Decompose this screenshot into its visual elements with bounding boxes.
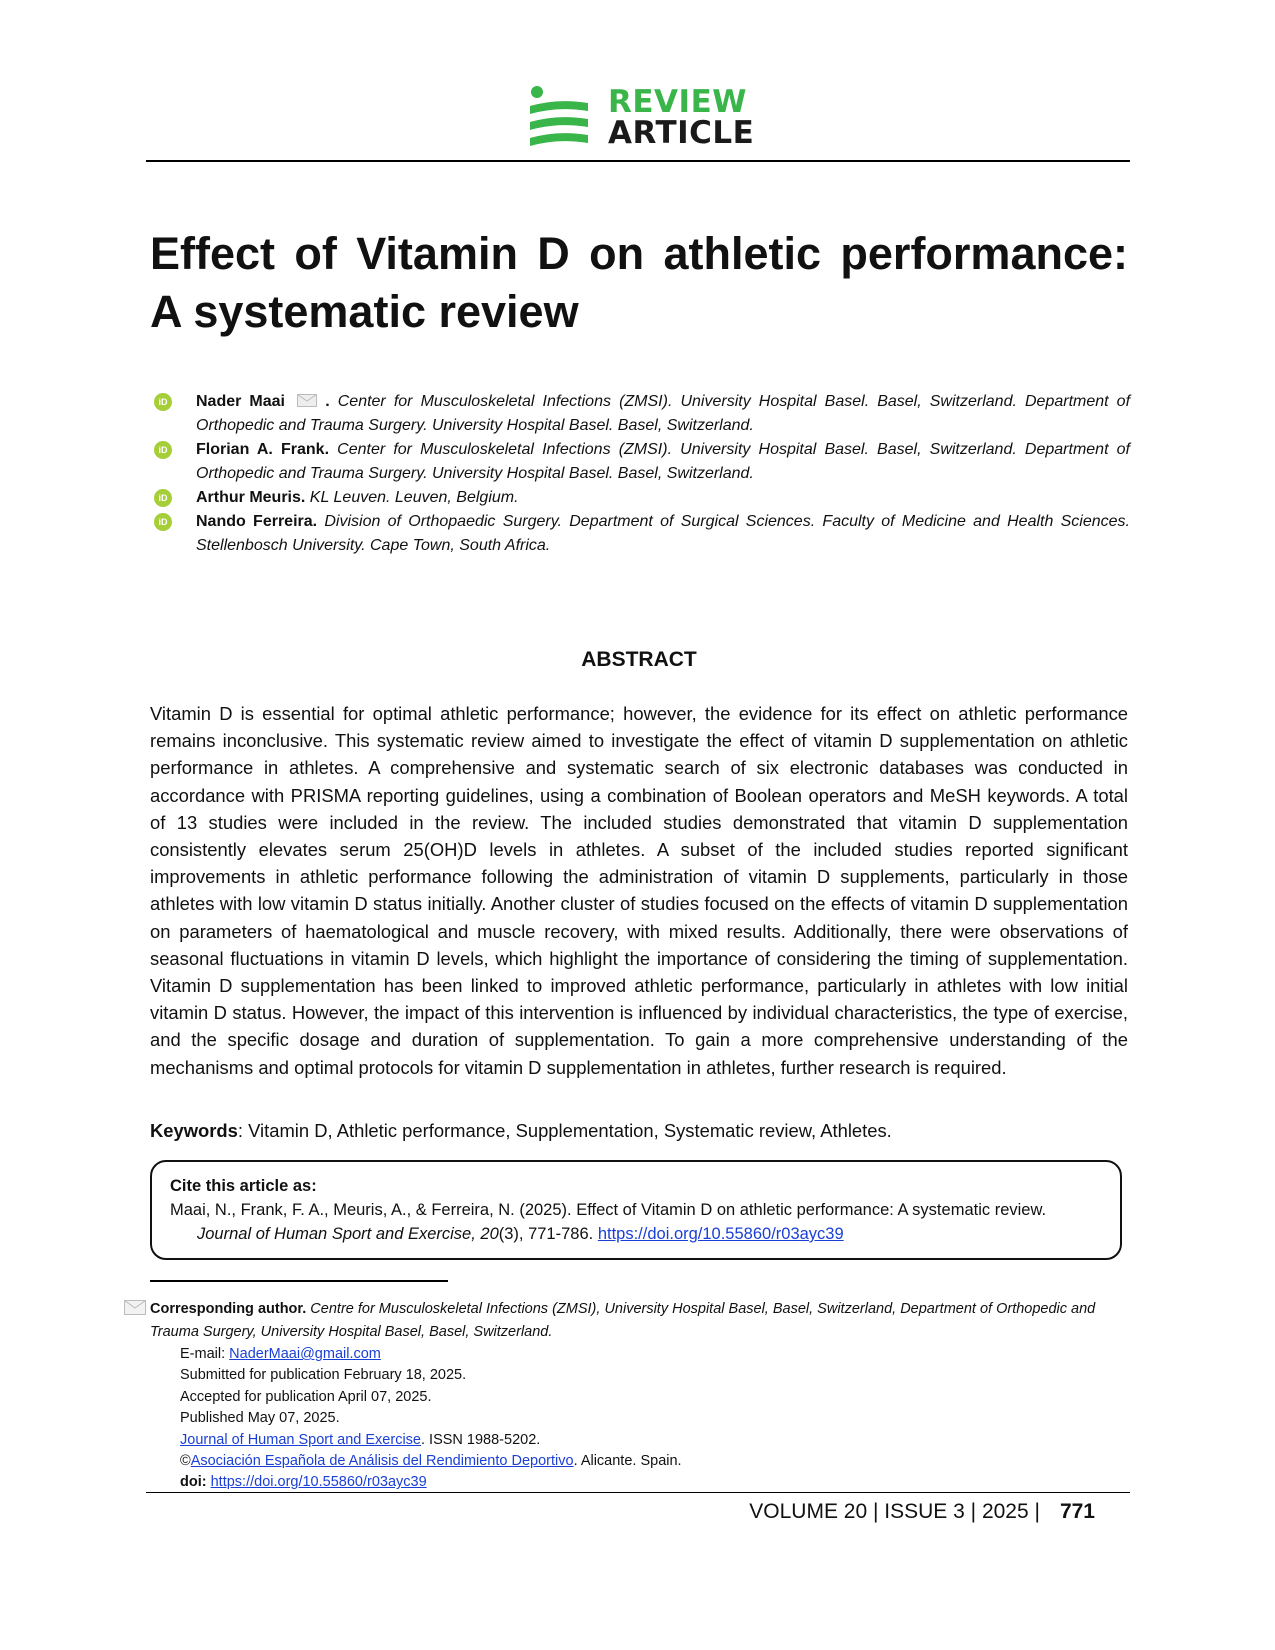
logo-word-review: REVIEW	[608, 84, 747, 120]
issn: . ISSN 1988-5202.	[421, 1431, 541, 1448]
author-entry	[150, 510, 1130, 558]
doi-link[interactable]: https://doi.org/10.55860/r03ayc39	[210, 1474, 427, 1491]
review-article-logo	[528, 86, 758, 150]
author-name: Nader Maai	[196, 393, 286, 410]
cite-pages: (3), 771-786.	[498, 1225, 598, 1243]
author-list	[150, 390, 1130, 558]
footer-rule	[146, 1492, 1130, 1493]
cite-journal: Journal of Human Sport and Exercise, 20	[197, 1225, 499, 1243]
journal-link[interactable]: Journal of Human Sport and Exercise	[180, 1431, 421, 1448]
submitted-date: Submitted for publication February 18, 2025.	[180, 1367, 467, 1384]
cite-heading: Cite this article as:	[170, 1177, 317, 1195]
publication-meta	[180, 1344, 1080, 1494]
cite-box	[150, 1160, 1122, 1260]
email-line	[180, 1344, 1080, 1365]
page-number: 771	[1059, 1500, 1095, 1523]
author-name: Nando Ferreira.	[196, 513, 318, 530]
published-date: Published May 07, 2025.	[180, 1410, 340, 1427]
doi-label: doi:	[180, 1474, 207, 1491]
header-rule	[146, 160, 1130, 162]
copyright-symbol: ©	[180, 1453, 191, 1470]
email-link[interactable]: NaderMaai@gmail.com	[229, 1346, 381, 1362]
author-affiliation: Division of Orthopaedic Surgery. Department of Surgical Sciences. Faculty of Medicine and Health Sciences. Stellenbosch University. Cape Town, South Africa.	[196, 513, 1131, 554]
cite-reference-line: Maai, N., Frank, F. A., Meuris, A., & Ferreira, N. (2025). Effect of Vitamin D on athletic performance: A systematic review.	[170, 1201, 1047, 1219]
author-name-suffix: .	[325, 393, 338, 410]
accepted-date: Accepted for publication April 07, 2025.	[180, 1388, 432, 1405]
author-name: Arthur Meuris.	[196, 489, 306, 506]
cite-content	[170, 1174, 1100, 1246]
association-link[interactable]: Asociación Española de Análisis del Rendimiento Deportivo	[190, 1453, 574, 1470]
keywords-label: Keywords	[150, 1120, 238, 1141]
issue-info: VOLUME 20 | ISSUE 3 | 2025 |	[749, 1500, 1040, 1523]
article-title: Effect of Vitamin D on athletic performance: A systematic review	[150, 228, 1128, 337]
envelope-icon[interactable]	[297, 394, 317, 407]
corresponding-label: Corresponding author.	[150, 1301, 307, 1317]
association-location: . Alicante. Spain.	[573, 1453, 682, 1470]
author-name-suffix	[329, 441, 337, 458]
email-label: E-mail:	[180, 1346, 230, 1362]
doi-line	[180, 1472, 1080, 1493]
cite-reference-continuation	[170, 1222, 1100, 1246]
author-entry	[150, 486, 1130, 510]
keywords-line	[150, 1117, 1128, 1144]
keywords-list: : Vitamin D, Athletic performance, Supplementation, Systematic review, Athletes.	[237, 1120, 892, 1141]
cite-doi-link[interactable]: https://doi.org/10.55860/r03ayc39	[597, 1225, 844, 1243]
author-entry	[150, 438, 1130, 486]
author-affiliation: KL Leuven. Leuven, Belgium.	[309, 489, 519, 506]
logo-word-article: ARTICLE	[608, 115, 755, 151]
author-affiliation: Center for Musculoskeletal Infections (ZMSI). University Hospital Basel. Basel, Switzerland. Department of Orthopedic and Trauma Surgery. University Hospital Basel. Basel, Switzerland.	[196, 441, 1130, 482]
author-name: Florian A. Frank.	[196, 441, 330, 458]
corresponding-author	[150, 1298, 1130, 1344]
envelope-icon	[124, 1300, 146, 1315]
stripes-logo-icon	[528, 86, 590, 148]
abstract-heading: ABSTRACT	[581, 648, 697, 671]
orcid-icon[interactable]: iD	[154, 489, 172, 507]
journal-line	[180, 1430, 1080, 1451]
corresponding-affiliation: Centre for Musculoskeletal Infections (ZMSI), University Hospital Basel, Basel, Switzerland, Department of Orthopedic and Trauma Surgery, University Hospital Basel, Basel, Switzerland.	[150, 1301, 1096, 1340]
page-footer	[150, 1500, 1095, 1524]
footnote-rule	[150, 1280, 448, 1282]
orcid-icon[interactable]: iD	[154, 441, 172, 459]
abstract-text: Vitamin D is essential for optimal athletic performance; however, the evidence for its effect on athletic performance remains inconclusive. This systematic review aimed to investigate the effect of vitamin D supplementation on athletic performance in athletes. A comprehensive and systematic search of six electronic databases was conducted in accordance with PRISMA reporting guidelines, using a combination of Boolean operators and MeSH keywords. A total of 13 studies were included in the review. The included studies demonstrated that vitamin D supplementation consistently elevates serum 25(OH)D levels in athletes. A subset of the included studies reported significant improvements in athletic performance following the administration of vitamin D supplements, particularly in those athletes with low vitamin D status initially. Another cluster of studies focused on the effects of vitamin D supplementation on parameters of haematological and muscle recovery, with mixed results. Additionally, there were observations of seasonal fluctuations in vitamin D levels, which highlight the importance of considering the timing of supplementation. Vitamin D supplementation has been linked to improved athletic performance, particularly in athletes with low initial vitamin D status. However, the impact of this intervention is influenced by individual characteristics, the type of exercise, and the specific dosage and duration of supplementation. To gain a more comprehensive understanding of the mechanisms and optimal protocols for vitamin D supplementation in athletes, further research is required.	[150, 703, 1128, 1078]
copyright-line	[180, 1451, 1080, 1472]
orcid-icon[interactable]: iD	[154, 393, 172, 411]
author-affiliation: Center for Musculoskeletal Infections (ZMSI). University Hospital Basel. Basel, Switzerland. Department of Orthopedic and Trauma Surgery. University Hospital Basel. Basel, Switzerland.	[196, 393, 1131, 434]
orcid-icon[interactable]: iD	[154, 513, 172, 531]
author-entry	[150, 390, 1130, 438]
